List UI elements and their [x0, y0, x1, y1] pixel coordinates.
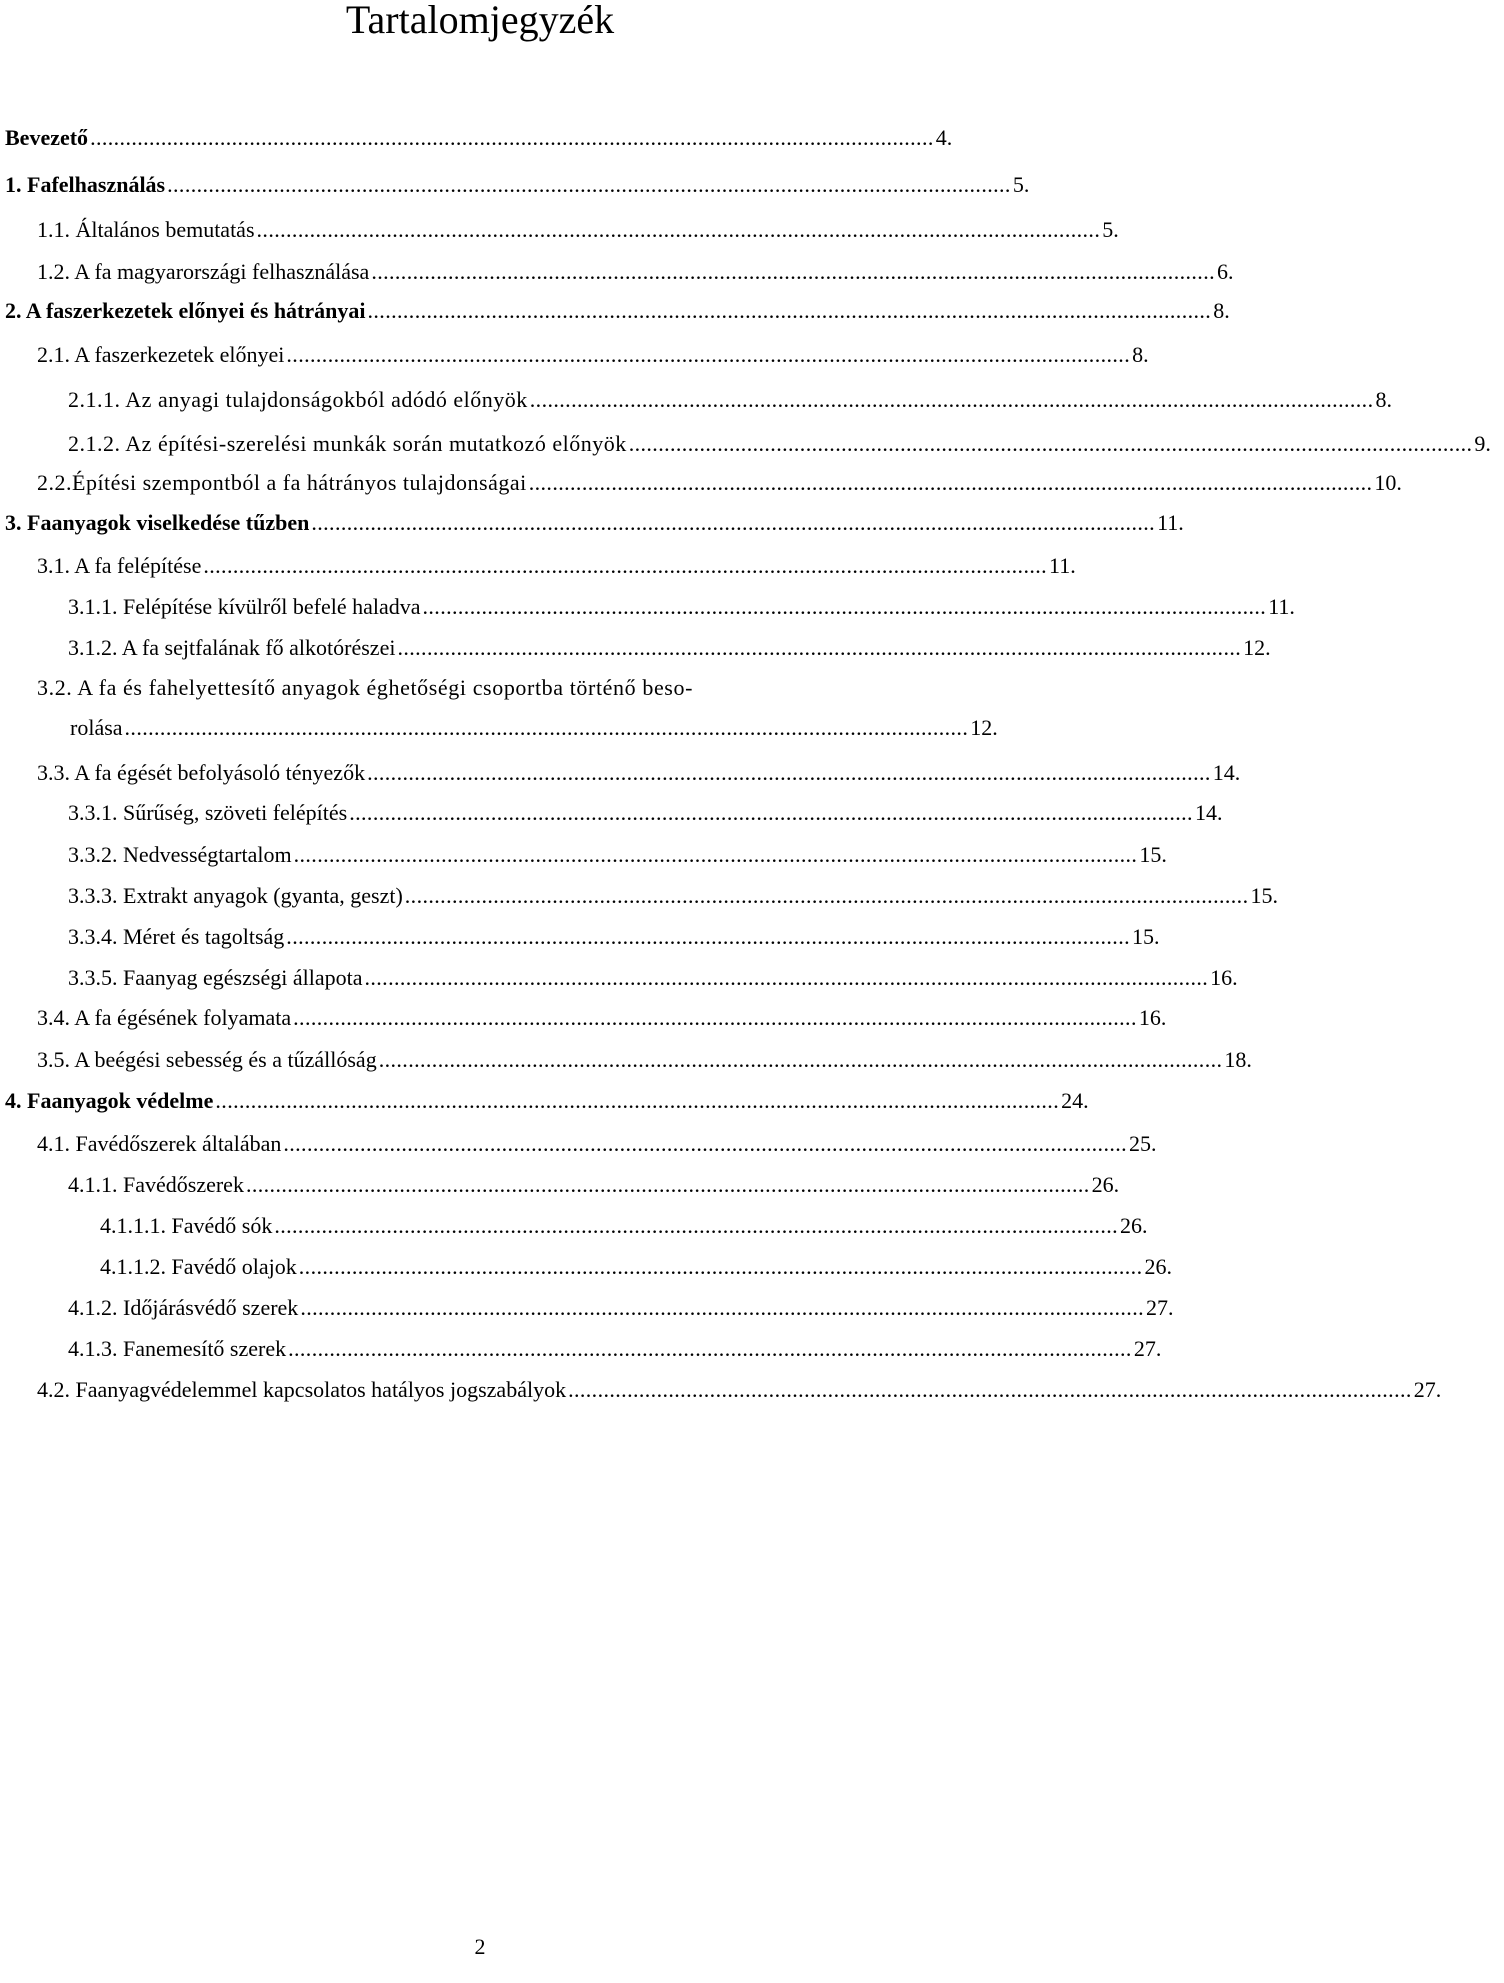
toc-leader-dots: ............................................................................................................................................... — [90, 125, 934, 150]
toc-page-number: 14. — [1212, 760, 1241, 785]
toc-entry-label: 3.3.4. Méret és tagoltság — [68, 924, 285, 949]
toc-leader-dots: ............................................................................................................................................... — [528, 470, 1373, 495]
toc-page-number: 14. — [1194, 800, 1223, 825]
toc-leader-dots: ............................................................................................................................................... — [349, 800, 1193, 825]
toc-page-number: 27. — [1413, 1377, 1442, 1402]
toc-entry-4-1-1-1[interactable] — [0, 1209, 1148, 1243]
toc-entry-3-3-3[interactable] — [0, 879, 1278, 913]
toc-page-number: 6. — [1217, 259, 1234, 284]
toc-page-number: 24. — [1061, 1088, 1089, 1113]
toc-page-number: 15. — [1139, 842, 1167, 867]
toc-leader-dots: ............................................................................................................................................... — [274, 1213, 1119, 1238]
toc-entry-label: 3.3.3. Extrakt anyagok (gyanta, geszt) — [68, 883, 403, 908]
toc-entry-label: 3.4. A fa égésének folyamata — [37, 1005, 292, 1030]
toc-entry-label: 3.1.2. A fa sejtfalának fő alkotórészei — [68, 635, 396, 660]
toc-entry-2[interactable] — [0, 294, 1230, 328]
toc-leader-dots: ............................................................................................................................................... — [245, 1172, 1090, 1197]
toc-entry-label: 4.1.2. Időjárásvédő szerek — [68, 1295, 299, 1320]
toc-page-number: 11. — [1049, 553, 1076, 578]
toc-page-number: 12. — [970, 715, 998, 740]
toc-leader-dots: ............................................................................................................................................... — [288, 1336, 1132, 1361]
toc-entry-label: 4.1.1. Favédőszerek — [68, 1172, 244, 1197]
toc-entry-label: 4.2. Faanyagvédelemmel kapcsolatos hatályos jogszabályok — [37, 1377, 567, 1402]
toc-entry-label: 3.5. A beégési sebesség és a tűzállóság — [37, 1047, 377, 1072]
toc-entry-1-1[interactable] — [0, 213, 1119, 247]
toc-entry-4-1[interactable] — [0, 1127, 1157, 1161]
toc-leader-dots: ............................................................................................................................................... — [628, 431, 1473, 456]
toc-entry-label: 1.2. A fa magyarországi felhasználása — [37, 259, 370, 284]
toc-page-number: 16. — [1210, 965, 1238, 990]
toc-entry-1[interactable] — [0, 168, 1030, 202]
toc-leader-dots: ............................................................................................................................................... — [124, 715, 969, 740]
toc-leader-dots: ............................................................................................................................................... — [378, 1047, 1223, 1072]
toc-entry-3-4[interactable] — [0, 1001, 1167, 1035]
toc-page-number: 10. — [1374, 470, 1402, 495]
toc-page-number: 9. — [1474, 431, 1491, 456]
toc-entry-label: 1.1. Általános bemutatás — [37, 217, 255, 242]
toc-page-number: 5. — [1012, 172, 1030, 197]
toc-page-number: 12. — [1243, 635, 1271, 660]
toc-entry-4-1-1-2[interactable] — [0, 1250, 1172, 1284]
toc-entry-4[interactable] — [0, 1084, 1089, 1118]
toc-entry-1-2[interactable] — [0, 255, 1234, 289]
toc-entry-3-2[interactable] — [0, 671, 998, 745]
toc-entry-4-1-2[interactable] — [0, 1291, 1174, 1325]
toc-page-number: 27. — [1133, 1336, 1162, 1361]
toc-entry-label: 3.1.1. Felépítése kívülről befelé haladva — [68, 594, 421, 619]
toc-leader-dots: ............................................................................................................................................... — [215, 1088, 1060, 1113]
toc-leader-dots: ............................................................................................................................................... — [422, 594, 1267, 619]
toc-entry-label: 3.3.1. Sűrűség, szöveti felépítés — [68, 800, 348, 825]
toc-entry-label: 3. Faanyagok viselkedése tűzben — [5, 510, 310, 535]
toc-entry-3-5[interactable] — [0, 1043, 1252, 1077]
toc-entry-label: 4.1.1.2. Favédő olajok — [100, 1254, 297, 1279]
toc-entry-label: 4. Faanyagok védelme — [5, 1088, 214, 1113]
toc-entry-label: 1. Fafelhasználás — [5, 172, 166, 197]
toc-leader-dots: ............................................................................................................................................... — [167, 172, 1011, 197]
toc-entry-label: 2.2.Építési szempontból a fa hátrányos tulajdonságai — [37, 470, 527, 495]
toc-entry-3-1-1[interactable] — [0, 590, 1295, 624]
toc-entry-label: 3.2. A fa és fahelyettesítő anyagok éghetőségi csoportba történő beso- — [37, 675, 693, 700]
toc-entry-3-3[interactable] — [0, 756, 1241, 790]
toc-entry-2-2[interactable] — [0, 466, 1402, 500]
toc-entry-label: Bevezető — [5, 125, 89, 150]
toc-entry-3-3-1[interactable] — [0, 796, 1223, 830]
toc-page-number: 11. — [1157, 510, 1184, 535]
toc-entry-label: 4.1.1.1. Favédő sók — [100, 1213, 273, 1238]
toc-leader-dots: ............................................................................................................................................... — [367, 298, 1212, 323]
toc-page-number: 25. — [1129, 1131, 1157, 1156]
toc-page-number: 26. — [1091, 1172, 1120, 1197]
toc-page-number: 26. — [1144, 1254, 1172, 1279]
toc-page-number: 15. — [1132, 924, 1160, 949]
toc-entry-2-1-2[interactable] — [0, 427, 1491, 461]
toc-entry-label: 3.3.2. Nedvességtartalom — [68, 842, 292, 867]
toc-page-number: 5. — [1102, 217, 1119, 242]
toc-entry-label: 2. A faszerkezetek előnyei és hátrányai — [5, 298, 366, 323]
toc-entry-label: 3.1. A fa felépítése — [37, 553, 202, 578]
toc-entry-3[interactable] — [0, 506, 1184, 540]
toc-entry-4-2[interactable] — [0, 1373, 1442, 1407]
toc-entry-3-3-2[interactable] — [0, 838, 1167, 872]
toc-leader-dots: ............................................................................................................................................... — [283, 1131, 1128, 1156]
toc-leader-dots: ............................................................................................................................................... — [286, 924, 1130, 949]
toc-leader-dots: ............................................................................................................................................... — [300, 1295, 1145, 1320]
toc-entry-3-3-5[interactable] — [0, 961, 1238, 995]
page-title: Tartalomjegyzék — [345, 0, 615, 42]
toc-leader-dots: ............................................................................................................................................... — [371, 259, 1216, 284]
toc-page-number: 8. — [1375, 387, 1392, 412]
toc-entry-label: 3.3.5. Faanyag egészségi állapota — [68, 965, 363, 990]
toc-entry-label: 4.1.3. Fanemesítő szerek — [68, 1336, 287, 1361]
toc-entry-3-1[interactable] — [0, 549, 1076, 583]
toc-entry-label: 3.3. A fa égését befolyásoló tényezők — [37, 760, 366, 785]
toc-page-number: 15. — [1250, 883, 1278, 908]
toc-leader-dots: ............................................................................................................................................... — [293, 842, 1138, 867]
toc-page-number: 8. — [1132, 342, 1149, 367]
toc-leader-dots: ............................................................................................................................................... — [364, 965, 1209, 990]
toc-page-number: 18. — [1224, 1047, 1252, 1072]
toc-entry-3-1-2[interactable] — [0, 631, 1271, 665]
toc-entry-label: 2.1. A faszerkezetek előnyei — [37, 342, 285, 367]
toc-leader-dots: ............................................................................................................................................... — [568, 1377, 1412, 1402]
page-number: 2 — [474, 1934, 486, 1959]
toc-page-number: 26. — [1120, 1213, 1148, 1238]
toc-entry-4-1-3[interactable] — [0, 1332, 1162, 1366]
toc-leader-dots: ............................................................................................................................................... — [293, 1005, 1137, 1030]
toc-leader-dots: ............................................................................................................................................... — [397, 635, 1242, 660]
toc-entry-2-1[interactable] — [0, 338, 1149, 372]
toc-page-number: 11. — [1268, 594, 1295, 619]
toc-leader-dots: ............................................................................................................................................... — [311, 510, 1156, 535]
toc-entry-2-1-1[interactable] — [0, 383, 1392, 417]
toc-leader-dots: ............................................................................................................................................... — [529, 387, 1374, 412]
toc-page-number: 16. — [1138, 1005, 1167, 1030]
toc-leader-dots: ............................................................................................................................................... — [286, 342, 1131, 367]
toc-entry-label: 4.1. Favédőszerek általában — [37, 1131, 282, 1156]
toc-entry-label: 2.1.1. Az anyagi tulajdonságokból adódó előnyök — [68, 387, 528, 412]
toc-leader-dots: ............................................................................................................................................... — [298, 1254, 1143, 1279]
toc-entry-label: 2.1.2. Az építési-szerelési munkák során mutatkozó előnyök — [68, 431, 627, 456]
toc-leader-dots: ............................................................................................................................................... — [404, 883, 1249, 908]
toc-entry-4-1-1[interactable] — [0, 1168, 1120, 1202]
toc-entry-3-3-4[interactable] — [0, 920, 1160, 954]
toc-entry-label-continued: rolása — [70, 715, 123, 740]
toc-leader-dots: ............................................................................................................................................... — [256, 217, 1101, 242]
toc-entry-bevezeto[interactable] — [0, 121, 960, 155]
toc-page-number: 8. — [1213, 298, 1230, 323]
toc-leader-dots: ............................................................................................................................................... — [367, 760, 1211, 785]
toc-page-number: 27. — [1146, 1295, 1174, 1320]
toc-leader-dots: ............................................................................................................................................... — [203, 553, 1048, 578]
toc-page-number: 4. — [935, 125, 953, 150]
